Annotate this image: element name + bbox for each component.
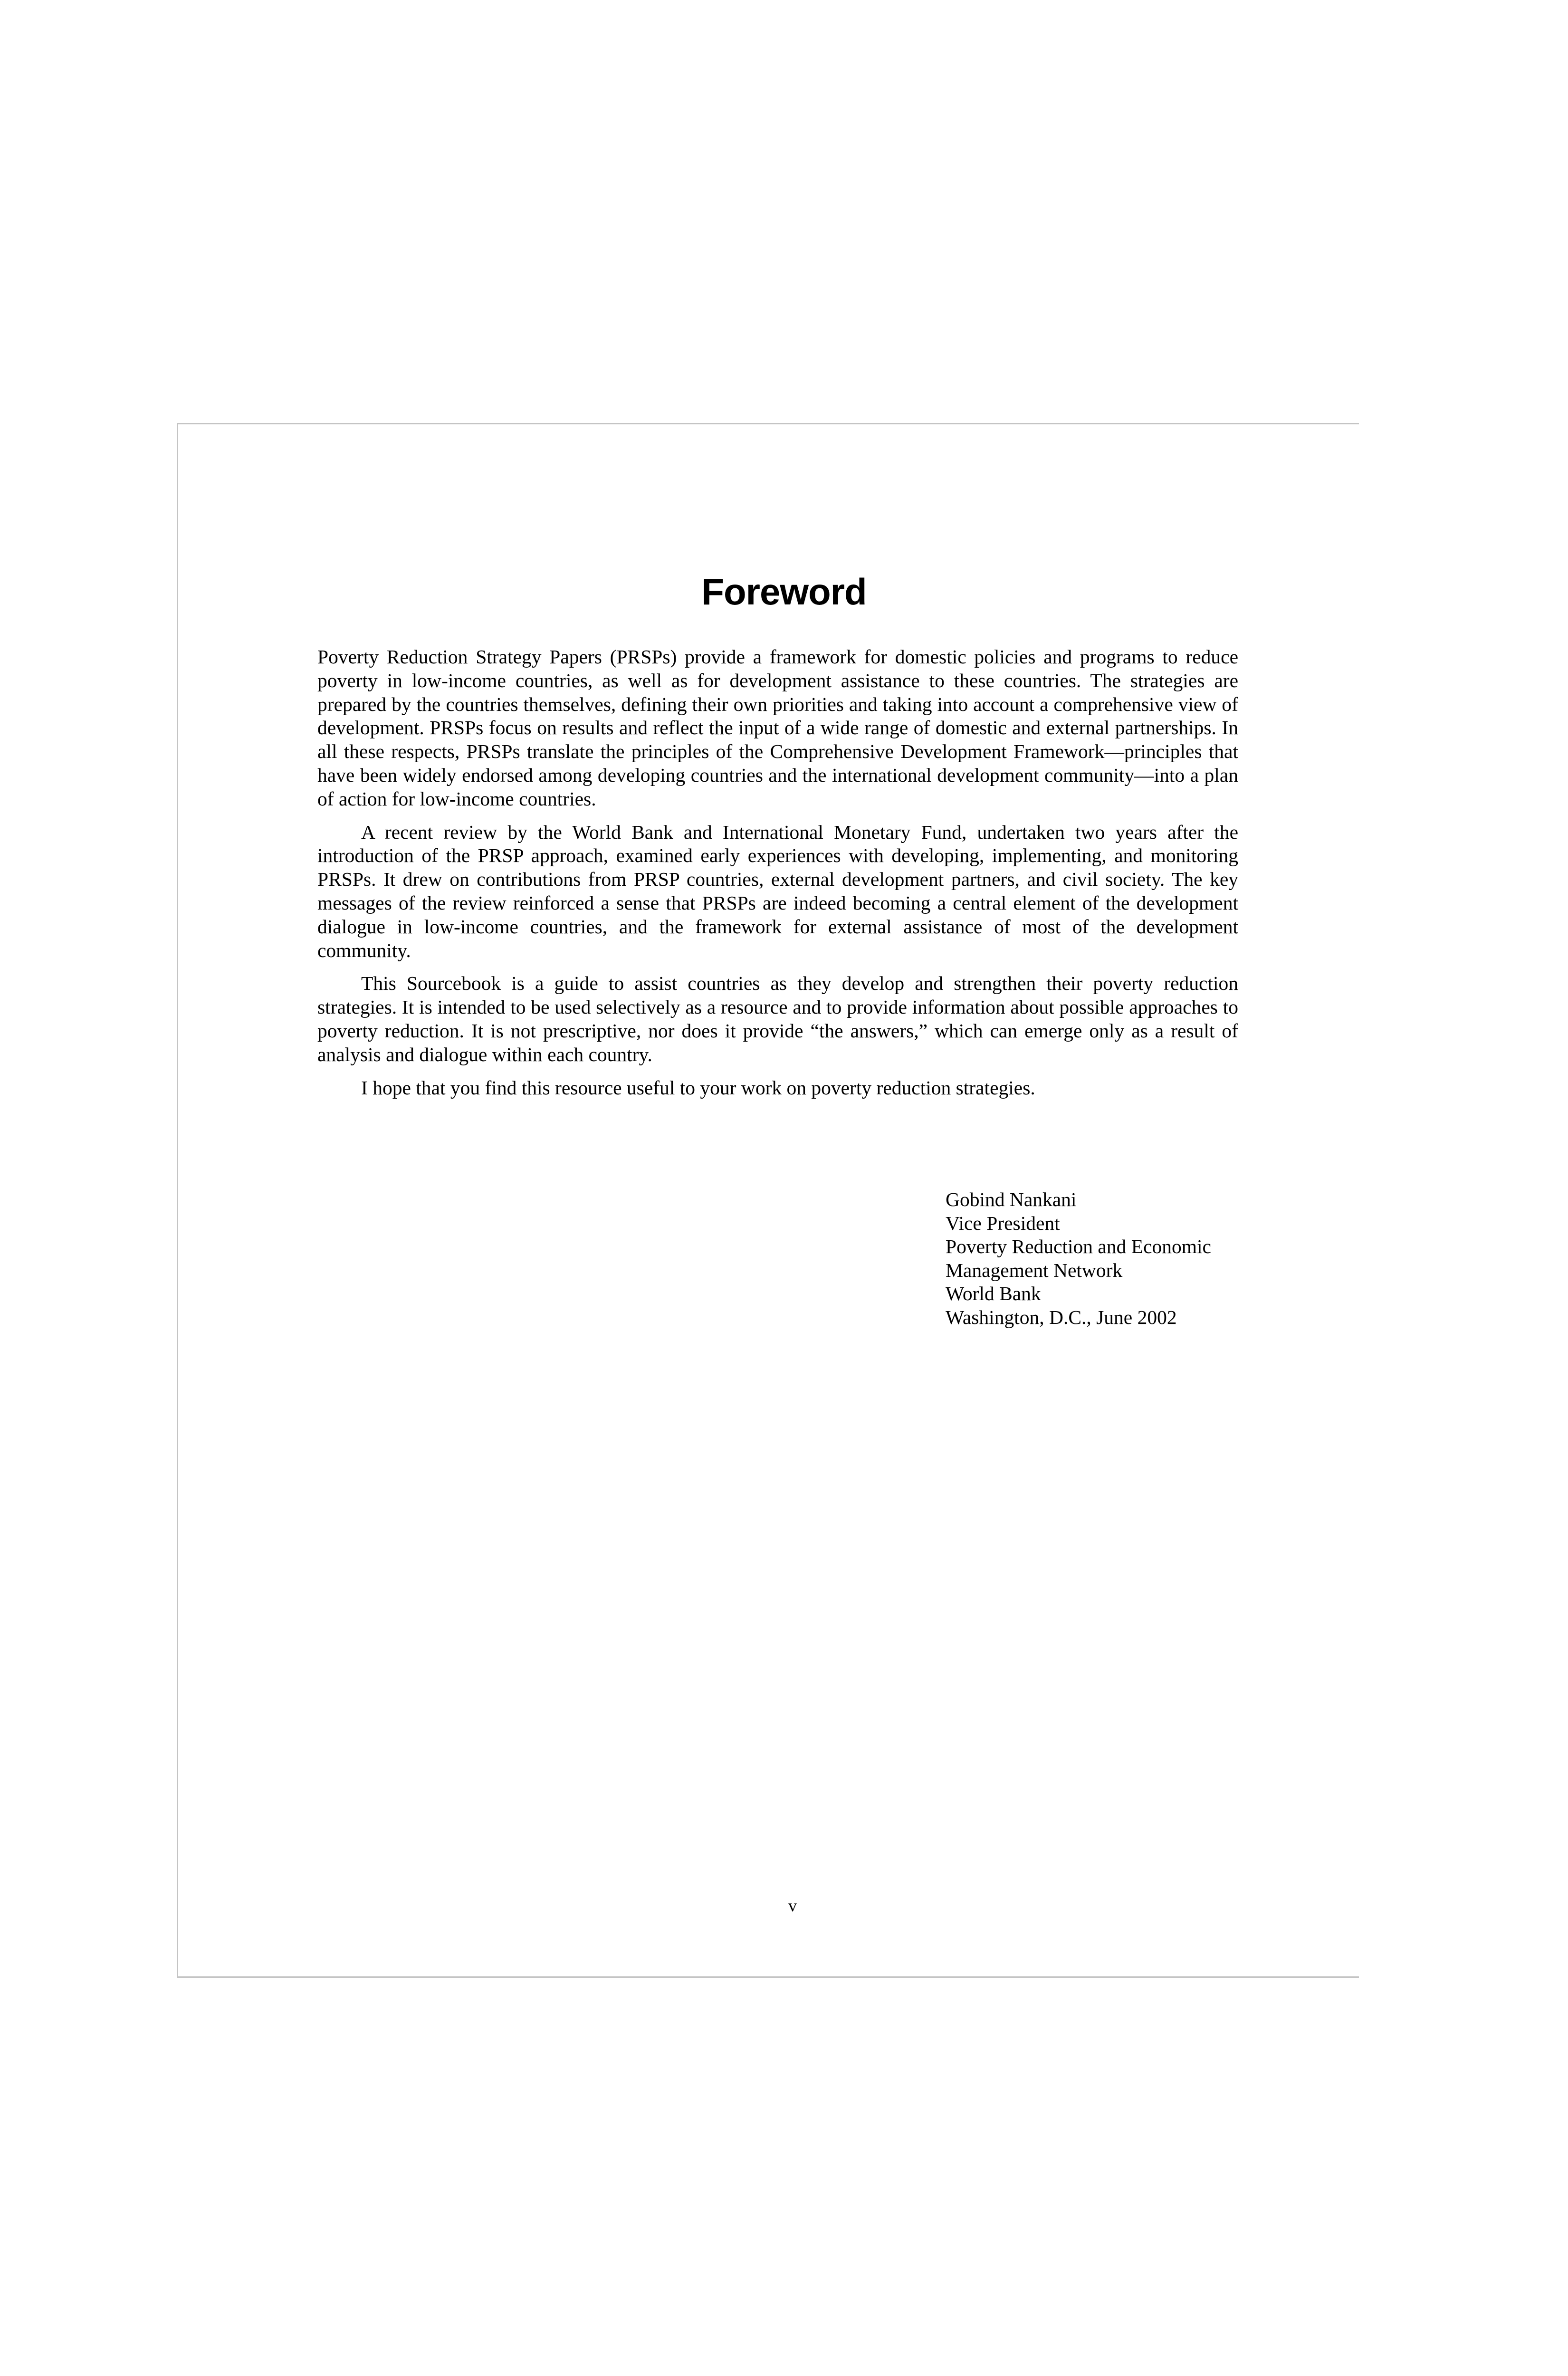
signatory-organization: World Bank: [946, 1283, 1041, 1304]
signatory-department: Poverty Reduction and Economic: [946, 1236, 1211, 1257]
signatory-department-continued: Management Network: [946, 1259, 1123, 1281]
page-title: Foreword: [701, 571, 867, 613]
paragraph-4: I hope that you find this resource useful to your work on poverty reduction strategies.: [361, 1076, 1035, 1099]
paragraph-3: This Sourcebook is a guide to assist countries as they develop and strengthen their poverty reduction strategies. It is intended to be used selectively as a resource and to provide information about possible approaches to poverty reduction. It is not prescriptive, nor does it provide “the answers,” which can emerge only as a result of analysis and dialogue within each country.: [317, 972, 1238, 1065]
foreword-body: [317, 645, 1238, 1109]
signatory-place-date: Washington, D.C., June 2002: [946, 1306, 1177, 1328]
paragraph-1: Poverty Reduction Strategy Papers (PRSPs) provide a framework for domestic policies and programs to reduce poverty in low-income countries, as well as for development assistance to these countries. The strategies are prepared by the countries themselves, defining their own priorities and taking into account a comprehensive view of development. PRSPs focus on results and reflect the input of a wide range of domestic and external partnerships. In all these respects, PRSPs translate the principles of the Comprehensive Development Framework—principles that have been widely endorsed among developing countries and the international development community—into a plan of action for low-income countries.: [317, 646, 1238, 810]
signatory-name: Gobind Nankani: [946, 1188, 1077, 1210]
page-number: v: [788, 1896, 797, 1915]
signature-block: [946, 1188, 1211, 1329]
signatory-position: Vice President: [946, 1212, 1060, 1234]
paragraph-2: A recent review by the World Bank and International Monetary Fund, undertaken two years after the introduction of the PRSP approach, examined early experiences with developing, implementing, and monitoring PRSPs. It drew on contributions from PRSP countries, external development partners, and civil society. The key messages of the review reinforced a sense that PRSPs are indeed becoming a central element of the development dialogue in low-income countries, and the framework for external assistance of most of the development community.: [317, 821, 1238, 961]
